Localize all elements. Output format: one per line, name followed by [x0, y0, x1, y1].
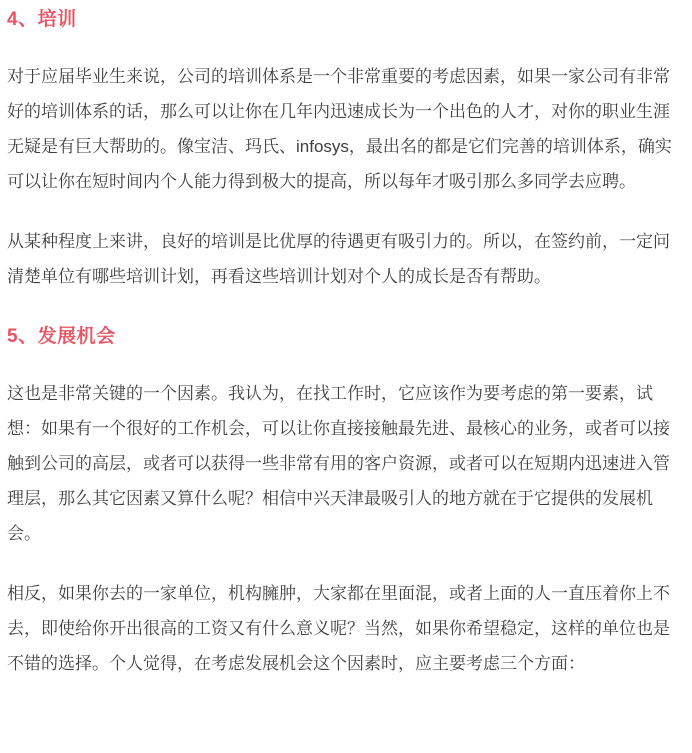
paragraph-training-1: 对于应届毕业生来说，公司的培训体系是一个非常重要的考虑因素，如果一家公司有非常好的培训体系的话，那么可以让你在几年内迅速成长为一个出色的人才，对你的职业生涯无疑是有巨大帮助的。像宝洁、玛氏、infosys，最出名的都是它们完善的培训体系，确实可以让你在短时间内个人能力得到极大的提高，所以每年才吸引那么多同学去应聘。 — [7, 67, 672, 191]
paragraph-development-2: 相反，如果你去的一家单位，机构臃肿，大家都在里面混，或者上面的人一直压着你上不去，即使给你开出很高的工资又有什么意义呢？当然，如果你希望稳定，这样的单位也是不错的选择。个人觉得，在考虑发展机会这个因素时，应主要考虑三个方面： — [7, 584, 670, 673]
section-heading-training: 4、培训 — [7, 9, 77, 30]
paragraph-training-2: 从某种程度上来讲，良好的培训是比优厚的待遇更有吸引力的。所以，在签约前，一定问清楚单位有哪些培训计划，再看这些培训计划对个人的成长是否有帮助。 — [7, 232, 670, 286]
section-heading-development: 5、发展机会 — [7, 326, 116, 347]
paragraph-development-1: 这也是非常关键的一个因素。我认为，在找工作时，它应该作为要考虑的第一要素，试想：如果有一个很好的工作机会，可以让你直接接触最先进、最核心的业务，或者可以接触到公司的高层，或者可以获得一些非常有用的客户资源，或者可以在短期内迅速进入管理层，那么其它因素又算什么呢？相信中兴天津最吸引人的地方就在于它提供的发展机会。 — [7, 384, 670, 543]
